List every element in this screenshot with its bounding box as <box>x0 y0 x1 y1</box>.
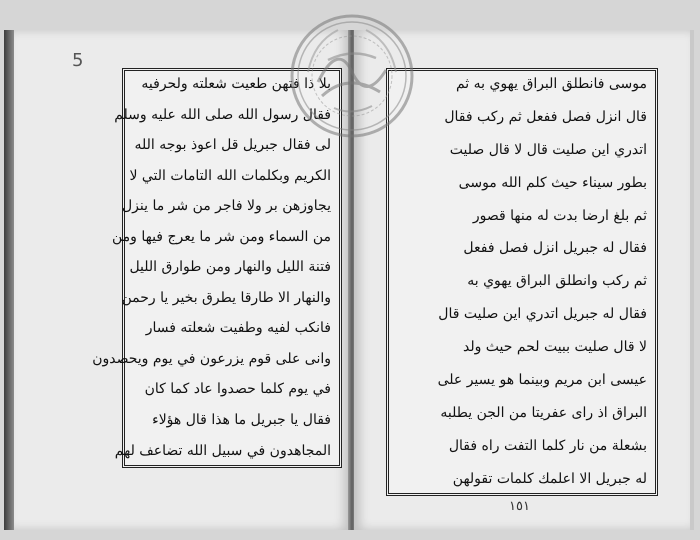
left-page-line: بلا ذا فتهن طعيت شعلته ولحرفيه <box>141 76 331 92</box>
right-page-line: اتدري اين صليت قال لا قال صليت <box>449 141 647 158</box>
left-page-line: فقال يا جبريل ما هذا قال هؤلاء <box>152 412 331 429</box>
folio-number: 5 <box>72 50 84 71</box>
right-page-line: ثم بلغ ارضا بدت له منها قصور <box>472 207 647 224</box>
library-seal-stamp <box>288 12 416 140</box>
left-page-line: فقال رسول الله صلى الله عليه وسلم <box>114 106 331 123</box>
left-page-line: في يوم كلما حصدوا عاد كما كان <box>144 381 331 398</box>
right-page-line: عيسى ابن مريم وبينما هو يسير على <box>437 371 647 388</box>
right-page-line: لا قال صليت ببيت لحم حيث ولد <box>462 339 647 355</box>
right-page-line: ثم ركب وانطلق البراق يهوي به <box>467 273 647 290</box>
left-page-line: يجاوزهن بر ولا فاجر من شر ما ينزل <box>121 198 331 215</box>
book-edge <box>4 30 14 530</box>
left-page-line: الكريم وبكلمات الله التامات التي لا <box>129 167 331 184</box>
right-page-line: موسى فانطلق البراق يهوي به ثم <box>455 76 647 92</box>
right-page-line: له جبريل الا اعلمك كلمات تقولهن <box>452 470 647 487</box>
left-page-line: والنهار الا طارقا يطرق بخير يا رحمن <box>121 289 331 306</box>
page-number-bottom: ١٥١ <box>509 499 530 514</box>
left-page-line: فانكب لفيه وطفيت شعلته فسار <box>145 320 331 337</box>
left-page-line: من السماء ومن شر ما يعرج فيها ومن <box>112 228 331 245</box>
right-page-line: البراق اذ راى عفريتا من الجن يطلبه <box>440 404 647 421</box>
right-page-line: فقال له جبريل اتدري اين صليت قال <box>438 306 647 323</box>
right-text-block <box>397 77 647 487</box>
right-page-line: بطور سيناء حيث كلم الله موسى <box>458 174 647 191</box>
right-page-line: قال انزل فصل ففعل ثم ركب فقال <box>444 108 647 125</box>
left-page-line: المجاهدون في سبيل الله تضاعف لهم <box>114 442 331 459</box>
right-page-line: بشعلة من نار كلما التفت راه فقال <box>448 437 647 454</box>
right-text-frame <box>386 68 658 496</box>
right-page-line: فقال له جبريل انزل فصل ففعل <box>463 240 647 257</box>
left-page-line: لى فقال جبريل قل اعوذ بوجه الله <box>134 137 331 154</box>
left-page-line: وانى على قوم يزرعون في يوم ويحصدون <box>92 350 331 367</box>
left-page-line: فتنة الليل والنهار ومن طوارق الليل <box>129 259 331 276</box>
